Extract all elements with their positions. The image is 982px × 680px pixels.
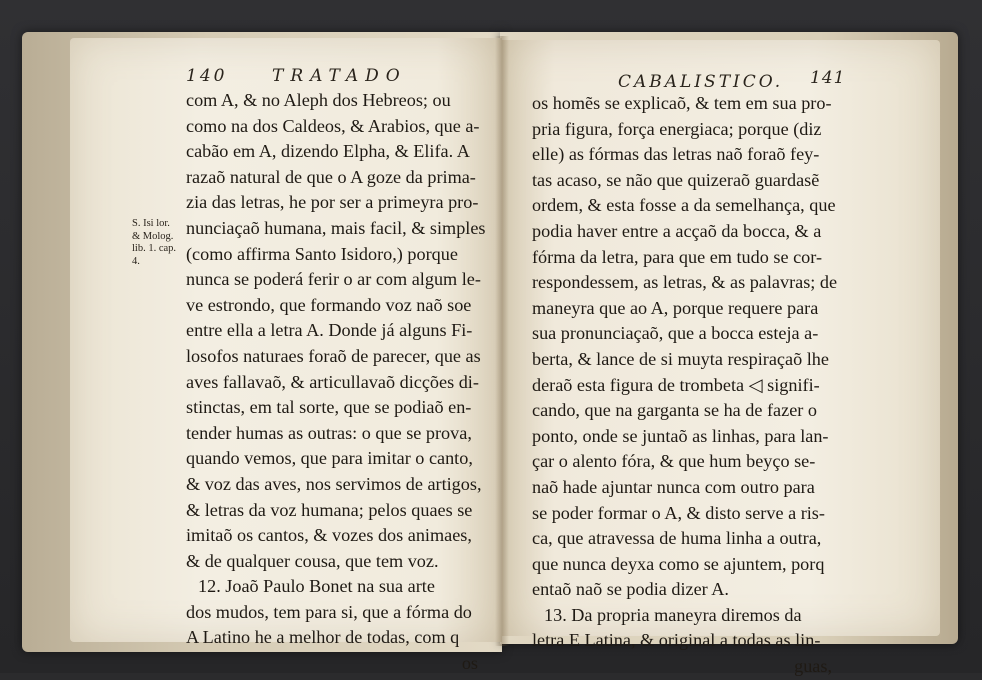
text-line: & voz das aves, nos servimos de artigos, xyxy=(186,473,482,494)
text-line: pria figura, força energiaca; porque (diz xyxy=(532,118,822,139)
text-line: entre ella a letra A. Donde já alguns Fi- xyxy=(186,320,473,341)
text-line: entaõ naõ se podia dizer A. xyxy=(532,579,729,600)
text-line: losofos naturaes foraõ de parecer, que as xyxy=(186,345,481,366)
margin-note-line: S. Isi lor. xyxy=(132,218,170,229)
margin-note-line: & Molog. xyxy=(132,230,174,242)
text-line: berta, & lance de si muyta respiraçaõ lhe xyxy=(532,348,829,369)
left-page-number: 140 xyxy=(186,66,228,86)
text-line: 13. Da propria maneyra diremos da xyxy=(544,604,802,625)
book-gutter xyxy=(495,36,509,646)
left-page-text xyxy=(186,88,486,677)
catchword: guas, xyxy=(794,656,832,677)
text-line: podia haver entre a acçaõ da bocca, & a xyxy=(532,220,822,241)
text-line: & de qualquer cousa, que tem voz. xyxy=(186,550,439,571)
text-line: respondessem, as letras, & as palavras; de xyxy=(532,272,838,293)
right-running-head: CABALISTICO. xyxy=(618,72,784,92)
text-line: ve estrondo, que formando voz naõ soe xyxy=(186,294,472,315)
text-line: (como affirma Santo Isidoro,) porque xyxy=(186,243,458,264)
text-line: que nunca deyxa como se ajuntem, porq xyxy=(532,553,825,574)
text-line: ca, que atravessa de huma linha a outra, xyxy=(532,528,822,549)
right-page-text xyxy=(532,91,838,680)
text-line: tender humas as outras: o que se prova, xyxy=(186,422,472,443)
text-line: cando, que na garganta se ha de fazer o xyxy=(532,400,817,421)
text-line: dos mudos, tem para si, que a fórma do xyxy=(186,601,472,622)
text-line: A Latino he a melhor de todas, com q xyxy=(186,627,460,648)
text-line: se poder formar o A, & disto serve a ris- xyxy=(532,502,825,523)
text-line: como na dos Caldeos, & Arabios, que a- xyxy=(186,115,480,136)
text-line: fórma da letra, para que em tudo se cor- xyxy=(532,246,822,267)
text-line: maneyra que ao A, porque requere para xyxy=(532,297,819,318)
margin-note-line: 4. xyxy=(132,255,140,267)
catchword: os xyxy=(461,653,478,674)
text-line: nunca se poderá ferir o ar com algum le- xyxy=(186,269,481,290)
text-line: aves fallavaõ, & articullavaõ dicções di- xyxy=(186,371,479,392)
text-line: 12. Joaõ Paulo Bonet na sua arte xyxy=(198,576,435,597)
text-line: com A, & no Aleph dos Hebreos; ou xyxy=(186,90,451,110)
text-line: sua pronunciaçaõ, que a bocca esteja a- xyxy=(532,323,819,344)
text-line: quando vemos, que para imitar o canto, xyxy=(186,448,473,469)
margin-note-line: lib. 1. cap. xyxy=(132,243,177,254)
left-running-head: TRATADO xyxy=(272,66,407,86)
margin-note xyxy=(132,218,176,268)
text-line: cabão em A, dizendo Elpha, & Elifa. A xyxy=(186,141,470,162)
text-line: stinctas, em tal sorte, que se podiaõ en- xyxy=(186,397,472,418)
text-line: imitaõ os cantos, & vozes dos animaes, xyxy=(186,525,472,546)
text-line: çar o alento fóra, & que hum beyço se- xyxy=(532,451,816,472)
text-line: deraõ esta figura de trombeta ◁ signifi- xyxy=(532,374,820,395)
text-line: letra E Latina, & original a todas as lin- xyxy=(532,630,821,651)
text-line: & letras da voz humana; pelos quaes se xyxy=(186,499,473,520)
text-line: ordem, & esta fosse a da semelhança, que xyxy=(532,195,836,216)
text-line: ponto, onde se juntaõ as linhas, para lan- xyxy=(532,425,829,446)
text-line: naõ hade ajuntar nunca com outro para xyxy=(532,476,815,497)
text-line: zia das letras, he por ser a primeyra pro- xyxy=(186,192,479,213)
text-line: razaõ natural de que o A goze da prima- xyxy=(186,166,476,187)
text-line: nunciaçaõ humana, mais facil, & simples xyxy=(186,217,486,238)
right-page-number: 141 xyxy=(810,68,846,88)
text-line: elle) as fórmas das letras naõ foraõ fey- xyxy=(532,144,820,165)
text-line: os homẽs se explicaõ, & tem em sua pro- xyxy=(532,93,832,113)
text-line: tas acaso, se não que quizeraõ guardasẽ xyxy=(532,169,820,190)
